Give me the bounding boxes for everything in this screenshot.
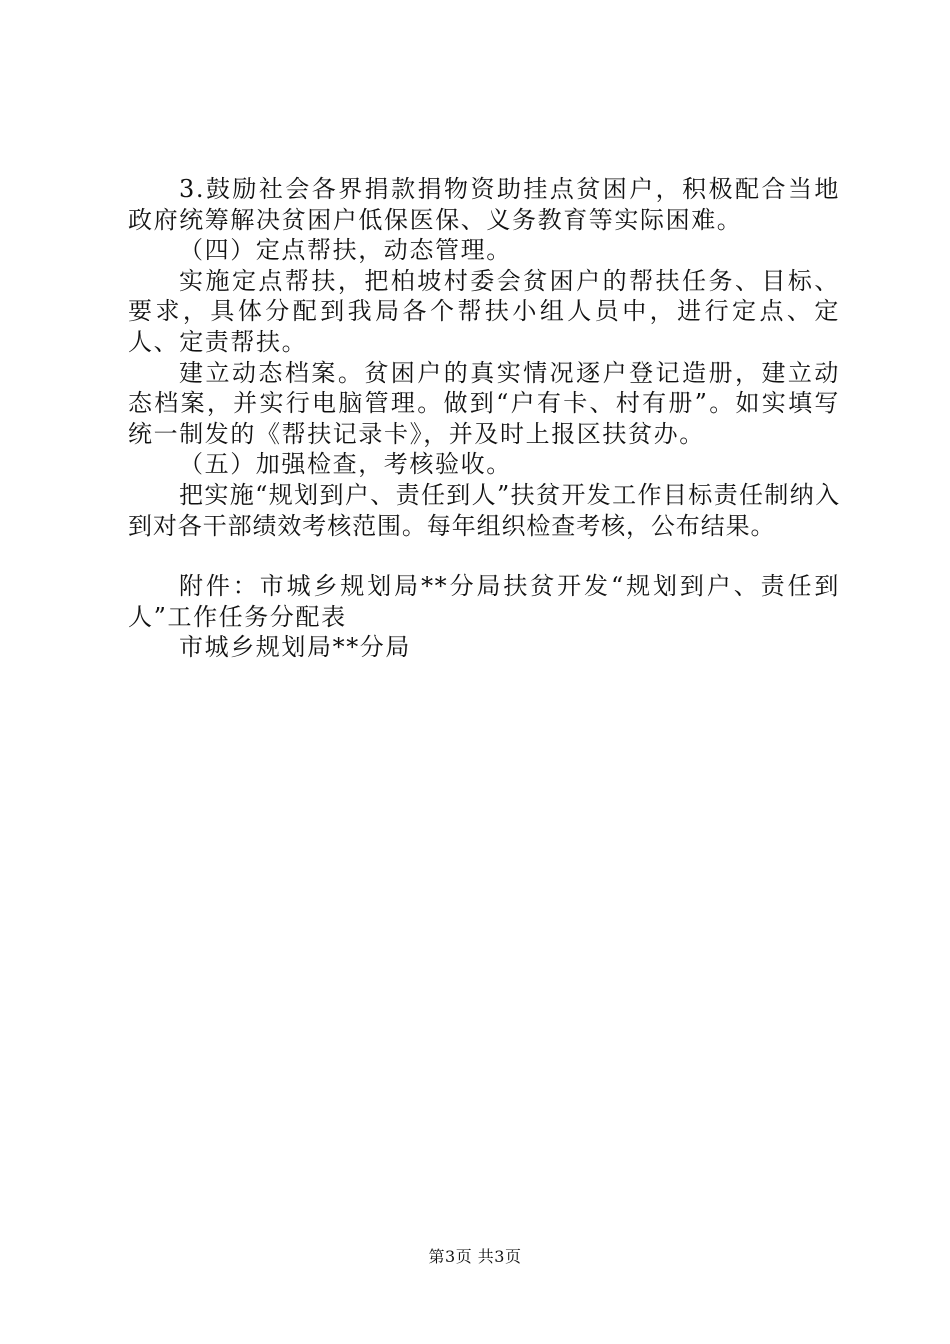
signature-line: 市城乡规划局**分局 (179, 633, 411, 662)
page-number-footer: 第3页 共3页 (428, 1247, 522, 1266)
paragraph-dynamic-archive: 建立动态档案。贫困户的真实情况逐户登记造册，建立动态档案，并实行电脑管理。做到“户有卡、村有册”。如实填写统一制发的《帮扶记录卡》，并及时上报区扶贫办。 (128, 358, 840, 448)
blank-line (128, 541, 840, 571)
paragraph-item-3: 3.鼓励社会各界捐款捐物资助挂点贫困户，积极配合当地政府统筹解决贫困户低保医保、义务教育等实际困难。 (128, 175, 840, 234)
section-heading-5: （五）加强检查，考核验收。 (179, 450, 512, 479)
document-body (128, 174, 840, 663)
paragraph-assessment: 把实施“规划到户、责任到人”扶贫开发工作目标责任制纳入到对各干部绩效考核范围。每年组织检查考核，公布结果。 (128, 480, 840, 540)
paragraph-fixed-assistance: 实施定点帮扶，把柏坡村委会贫困户的帮扶任务、目标、要求，具体分配到我局各个帮扶小组人员中，进行定点、定人、定责帮扶。 (128, 266, 840, 356)
attachment-note: 附件：市城乡规划局**分局扶贫开发“规划到户、责任到人”工作任务分配表 (128, 572, 840, 631)
section-heading-4: （四）定点帮扶，动态管理。 (179, 236, 512, 265)
